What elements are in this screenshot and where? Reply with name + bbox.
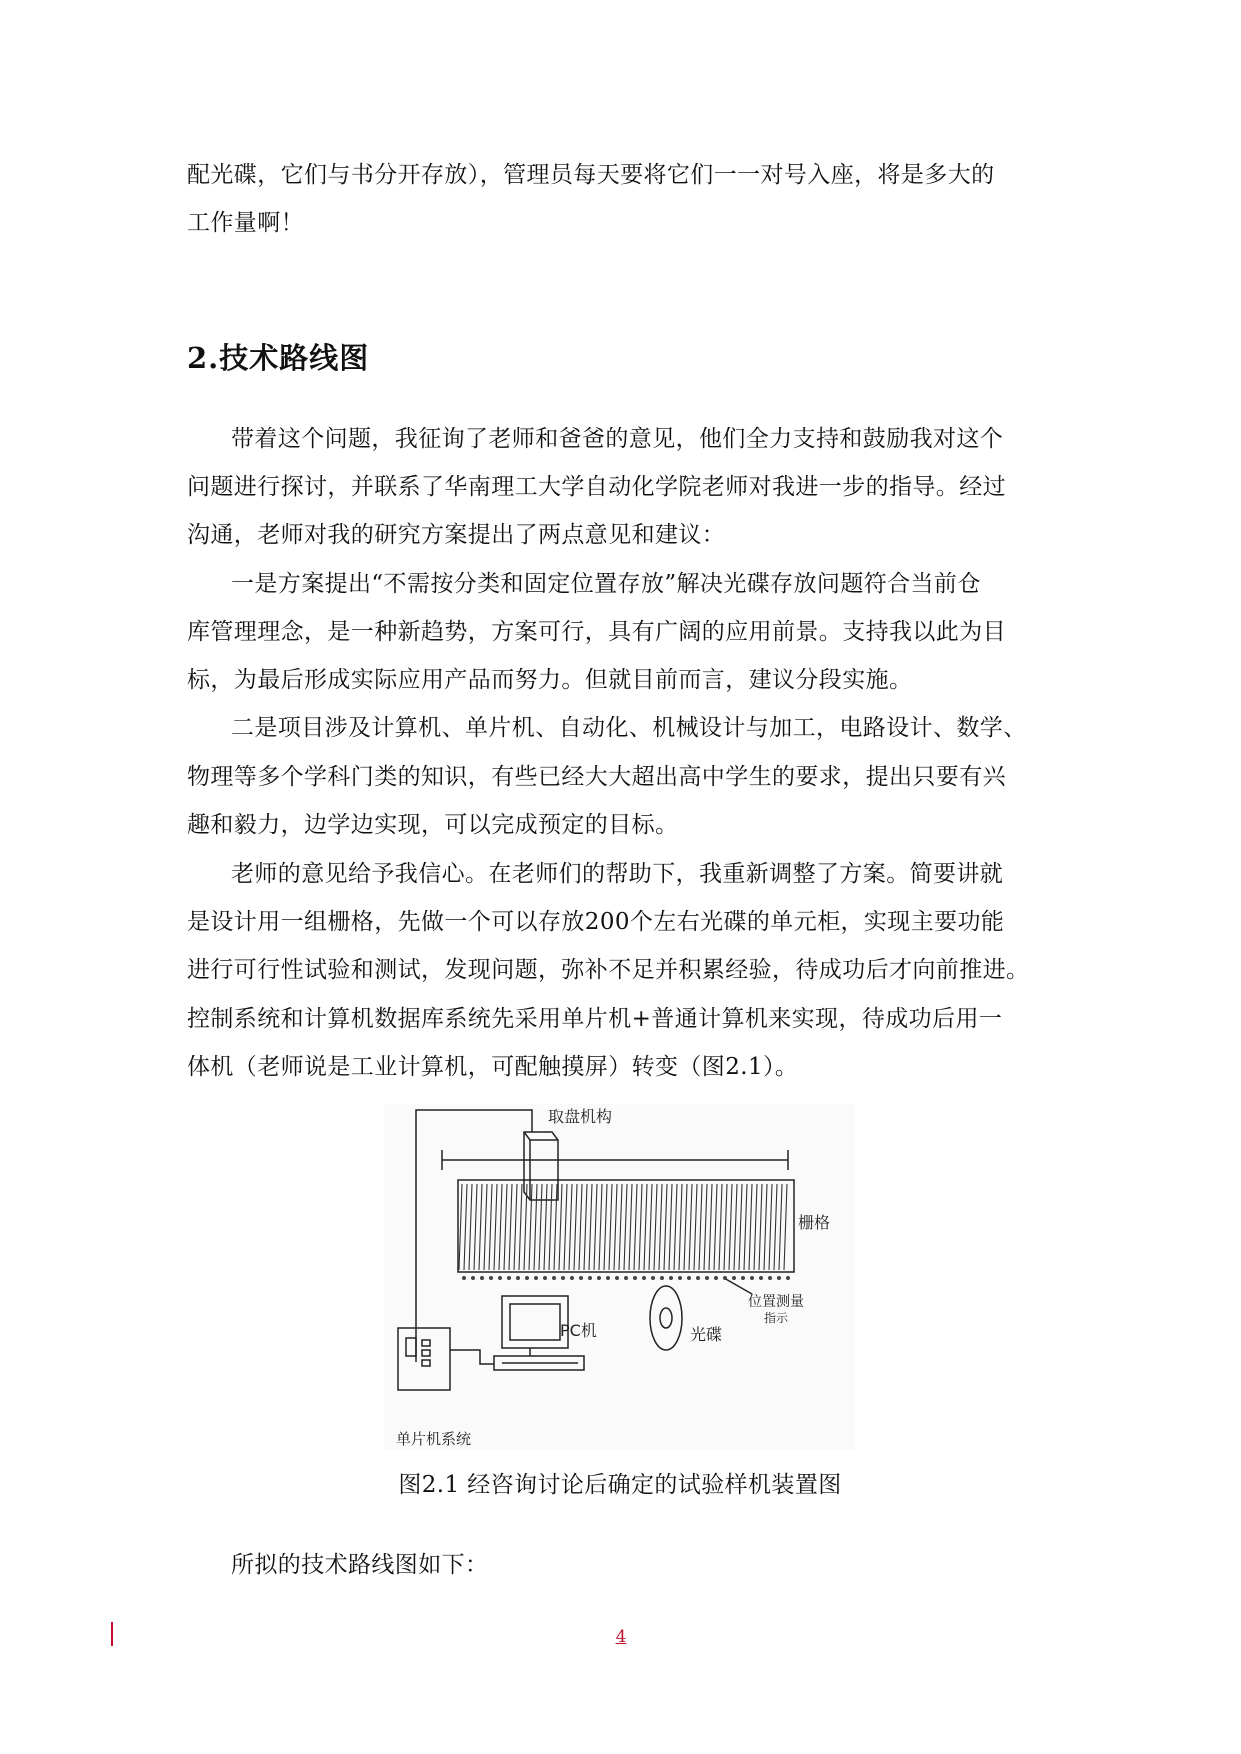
sensor-dot [615, 1276, 619, 1280]
sensor-dot [624, 1276, 628, 1280]
label-mechanism: 取盘机构 [548, 1107, 613, 1126]
sensor-dot [552, 1276, 556, 1280]
sensor-dot [651, 1276, 655, 1280]
sensor-dot [597, 1276, 601, 1280]
page-number: 4 [615, 1627, 627, 1647]
sensor-dot [588, 1276, 592, 1280]
paragraph-line: 库管理理念，是一种新趋势，方案可行，具有广阔的应用前景。支持我以此为目 [187, 619, 1006, 645]
sensor-dot [579, 1276, 583, 1280]
sensor-dot [723, 1276, 727, 1280]
device-sketch-drawing [384, 1104, 855, 1450]
label-indicator: 指示 [764, 1311, 789, 1325]
paragraph-line: 是设计用一组栅格，先做一个可以存放200个左右光碟的单元柜，实现主要功能 [187, 909, 1005, 935]
sensor-dot [516, 1276, 520, 1280]
sensor-dot [741, 1276, 745, 1280]
paragraph-line: 所拟的技术路线图如下： [231, 1552, 489, 1578]
device-sketch-figure [384, 1104, 855, 1450]
paragraph-line: 体机（老师说是工业计算机，可配触摸屏）转变（图2.1）。 [187, 1054, 799, 1080]
sensor-dot [480, 1276, 484, 1280]
sensor-dot [768, 1276, 772, 1280]
sensor-dot [750, 1276, 754, 1280]
sensor-dot [561, 1276, 565, 1280]
sensor-dot [642, 1276, 646, 1280]
sensor-dot [777, 1276, 781, 1280]
sensor-dot [543, 1276, 547, 1280]
paragraph-line: 一是方案提出“不需按分类和固定位置存放”解决光碟存放问题符合当前仓 [231, 571, 981, 597]
sensor-dot [687, 1276, 691, 1280]
paragraph-line: 工作量啊！ [187, 210, 304, 236]
paragraph-line: 进行可行性试验和测试，发现问题，弥补不足并积累经验，待成功后才向前推进。 [187, 957, 1030, 983]
paragraph-line: 沟通，老师对我的研究方案提出了两点意见和建议： [187, 522, 726, 548]
label-pc: PC机 [560, 1321, 597, 1340]
label-disc: 光碟 [690, 1325, 723, 1344]
paragraph-line: 物理等多个学科门类的知识，有些已经大大超出高中学生的要求，提出只要有兴 [187, 764, 1006, 790]
sensor-dot [696, 1276, 700, 1280]
sensor-dot [471, 1276, 475, 1280]
sensor-dot [660, 1276, 664, 1280]
sensor-dot [498, 1276, 502, 1280]
paragraph-line: 带着这个问题，我征询了老师和爸爸的意见，他们全力支持和鼓励我对这个 [231, 426, 1004, 452]
sensor-dot [759, 1276, 763, 1280]
sensor-dot [786, 1276, 790, 1280]
sensor-dot [462, 1276, 466, 1280]
sensor-dot [669, 1276, 673, 1280]
sensor-dot [705, 1276, 709, 1280]
sensor-dot [633, 1276, 637, 1280]
paragraph-line: 控制系统和计算机数据库系统先采用单片机+普通计算机来实现，待成功后用一 [187, 1006, 1003, 1032]
sensor-dot [534, 1276, 538, 1280]
sensor-dot [714, 1276, 718, 1280]
sensor-dot [606, 1276, 610, 1280]
sensor-dot [732, 1276, 736, 1280]
paragraph-line: 老师的意见给予我信心。在老师们的帮助下，我重新调整了方案。简要讲就 [231, 861, 1004, 887]
label-grid: 栅格 [798, 1213, 831, 1232]
sensor-dot [489, 1276, 493, 1280]
paragraph-line: 趣和毅力，边学边实现，可以完成预定的目标。 [187, 812, 679, 838]
sensor-dot [507, 1276, 511, 1280]
label-position: 位置测量 [748, 1294, 804, 1310]
paragraph-line: 配光碟，它们与书分开存放），管理员每天要将它们一一对号入座，将是多大的 [187, 162, 995, 188]
sensor-dot [570, 1276, 574, 1280]
section-heading: 2.技术路线图 [187, 341, 370, 375]
paragraph-line: 问题进行探讨，并联系了华南理工大学自动化学院老师对我进一步的指导。经过 [187, 474, 1006, 500]
paragraph-line: 二是项目涉及计算机、单片机、自动化、机械设计与加工，电路设计、数学、 [231, 715, 1027, 741]
figure-caption: 图2.1 经咨询讨论后确定的试验样机装置图 [398, 1472, 842, 1498]
sensor-dot [678, 1276, 682, 1280]
margin-marker [111, 1622, 113, 1646]
paragraph-line: 标，为最后形成实际应用产品而努力。但就目前而言，建议分段实施。 [187, 667, 913, 693]
sensor-dot [525, 1276, 529, 1280]
label-mcu: 单片机系统 [396, 1430, 472, 1448]
